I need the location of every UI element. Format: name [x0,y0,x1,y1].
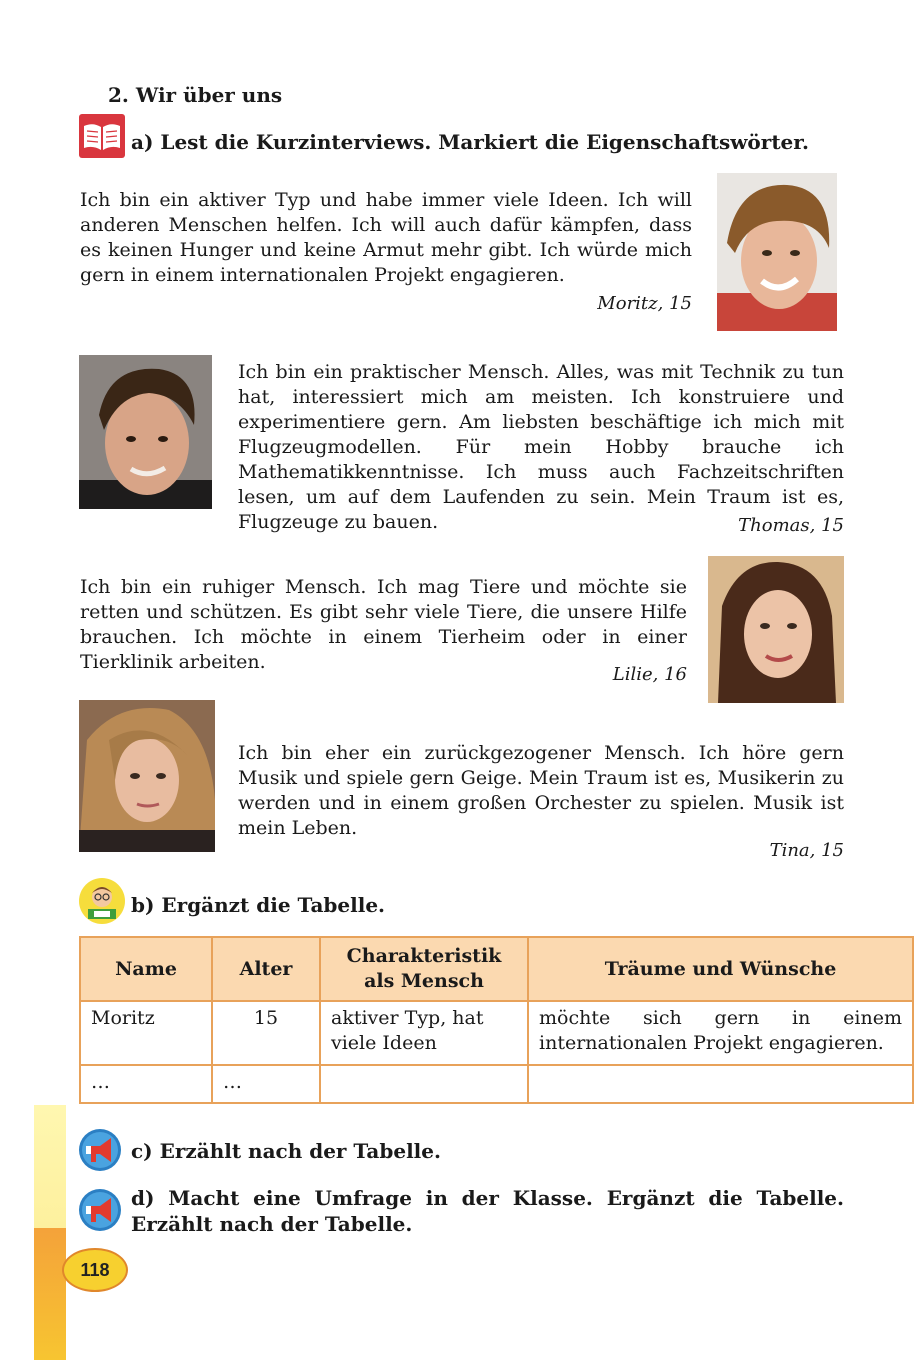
tina-photo [79,700,215,852]
task-a-instruction: a) Lest die Kurzinterviews. Markiert die Eigenschaftswörter. [131,130,809,154]
megaphone-icon [78,1188,122,1232]
open-book-icon [79,114,125,158]
interview-lilie-signature: Lilie, 16 [612,664,687,685]
table-row [80,1001,913,1065]
table-cell-characteristics [320,1065,528,1103]
task-c-instruction: c) Erzählt nach der Tabelle. [131,1139,441,1163]
section-title: 2. Wir über uns [108,83,283,107]
interview-moritz-signature: Moritz, 15 [597,293,692,314]
megaphone-icon [78,1128,122,1172]
table-cell-age: 15 [212,1001,320,1065]
table-cell-dreams [528,1065,913,1103]
task-d-instruction: d) Macht eine Umfrage in der Klasse. Ergänzt die Tabelle. Erzählt nach der Tabelle. [131,1186,844,1236]
interview-tina-text: Ich bin eher ein zurückgezogener Mensch. Ich höre gern Musik und spiele gern Geige. Mein Traum ist es, Musikerin zu werden und in einem großen Orchester zu spielen. Musik ist mein Leben. [238,742,844,839]
table-header-name: Name [80,937,212,1001]
writing-boy-icon [78,877,126,925]
lilie-photo [708,556,844,703]
table-header-age: Alter [212,937,320,1001]
task-b-instruction: b) Ergänzt die Tabelle. [131,893,386,917]
interview-lilie-text: Ich bin ein ruhiger Mensch. Ich mag Tiere und möchte sie retten und schützen. Es gibt sehr viele Tiere, die unsere Hilfe brauchen. Ich möchte in einem Tierheim oder in einer Tierklinik arbeiten. [80,576,687,673]
interview-thomas-signature: Thomas, 15 [738,515,844,536]
table-cell-dreams: möchte sich gern in einem internationalen Projekt engagieren. [528,1001,913,1065]
table-cell-age: … [212,1065,320,1103]
table-header-dreams: Träume und Wünsche [528,937,913,1001]
interview-thomas-text: Ich bin ein praktischer Mensch. Alles, was mit Technik zu tun hat, interessiert mich am meisten. Ich konstruiere und experimentiere gern. Am liebsten beschäftige ich mich mit Flugzeugmodellen. Für mein Hobby brauche ich Mathematikkenntnisse. Ich muss auch Fachzeitschriften lesen, um auf dem Laufenden zu sein. Mein Traum ist es, Flugzeuge zu bauen. [238,361,844,533]
task-table [79,936,914,1104]
table-header-characteristics: Charakteristik als Mensch [320,937,528,1001]
page-number: 118 [62,1248,128,1292]
table-cell-name: Moritz [80,1001,212,1065]
interview-tina-signature: Tina, 15 [769,840,844,861]
table-cell-name: … [80,1065,212,1103]
table-header-row [80,937,913,1001]
table-cell-characteristics: aktiver Typ, hat viele Ideen [320,1001,528,1065]
thomas-photo [79,355,212,509]
table-row [80,1065,913,1103]
interview-moritz-text: Ich bin ein aktiver Typ und habe immer viele Ideen. Ich will anderen Menschen helfen. Ich will auch dafür kämpfen, dass es keinen Hunger und keine Armut mehr gibt. Ich würde mich gern in einem internationalen Projekt engagieren. [80,189,692,286]
moritz-photo [717,173,837,331]
page-edge-accent [34,1228,66,1360]
